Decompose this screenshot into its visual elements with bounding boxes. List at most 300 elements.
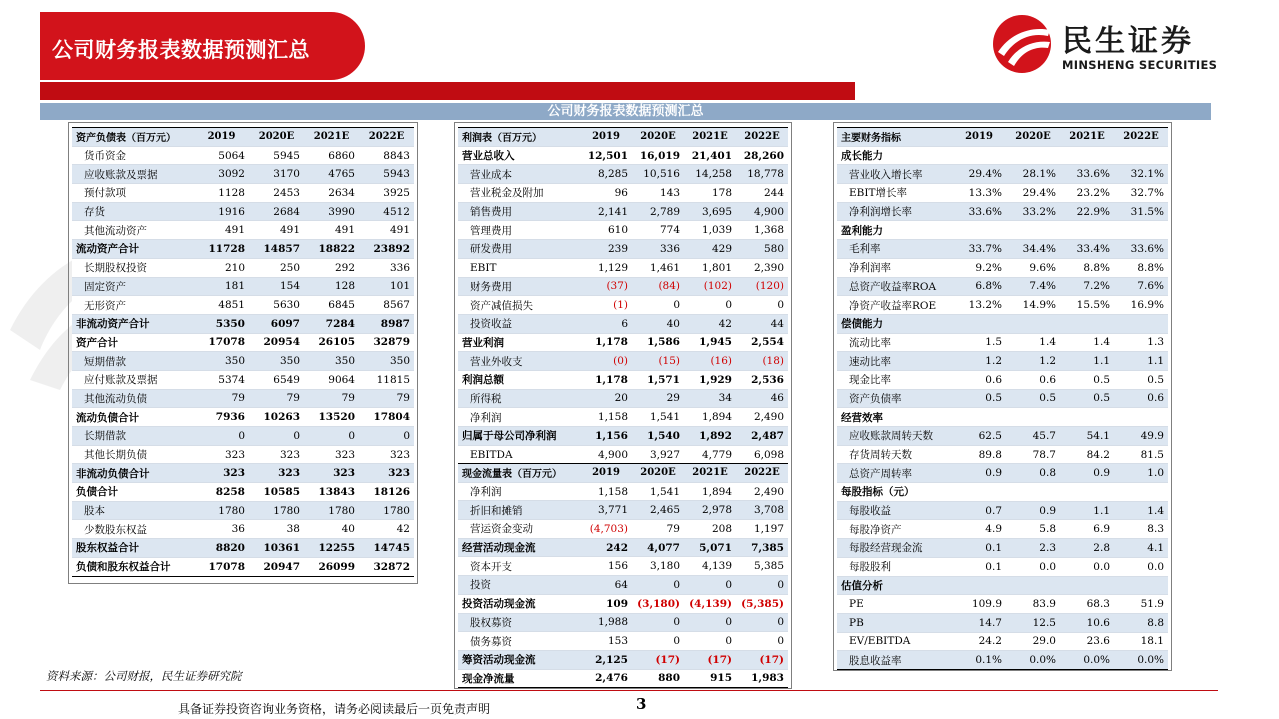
row-value: 0.1 bbox=[952, 557, 1006, 576]
row-value: 153 bbox=[580, 632, 632, 651]
company-logo bbox=[990, 12, 1230, 74]
row-label: 偿债能力 bbox=[837, 314, 952, 333]
row-value: (16) bbox=[684, 352, 736, 371]
row-value: 1,988 bbox=[580, 613, 632, 632]
row-value: 9.6% bbox=[1006, 258, 1060, 277]
row-value: (17) bbox=[632, 650, 684, 669]
row-value: 2,554 bbox=[736, 333, 788, 352]
row-value: 17078 bbox=[194, 333, 249, 352]
row-value bbox=[1060, 146, 1114, 165]
table-row bbox=[458, 240, 788, 259]
row-value: 2453 bbox=[249, 184, 304, 203]
table-row bbox=[72, 184, 414, 203]
row-value: 1780 bbox=[359, 501, 414, 520]
row-value bbox=[952, 483, 1006, 502]
row-value: 3170 bbox=[249, 165, 304, 184]
table-row bbox=[458, 669, 788, 688]
table-row bbox=[837, 483, 1168, 502]
row-value bbox=[1006, 146, 1060, 165]
row-value: 323 bbox=[194, 464, 249, 483]
row-value: 15.5% bbox=[1060, 296, 1114, 315]
year-header: 2020E bbox=[632, 464, 684, 483]
row-value: 1,945 bbox=[684, 333, 736, 352]
table-row bbox=[458, 482, 788, 501]
row-value: 1.4 bbox=[1006, 333, 1060, 352]
row-label: 营业收入增长率 bbox=[837, 165, 952, 184]
row-value bbox=[1006, 314, 1060, 333]
row-value: 79 bbox=[194, 389, 249, 408]
table-row bbox=[837, 277, 1168, 296]
row-value: 880 bbox=[632, 669, 684, 688]
row-value: 491 bbox=[249, 221, 304, 240]
row-value: 83.9 bbox=[1006, 595, 1060, 614]
table-row bbox=[72, 408, 414, 427]
row-value: 323 bbox=[249, 445, 304, 464]
row-value: 4,900 bbox=[580, 445, 632, 464]
row-label: 应收账款及票据 bbox=[72, 165, 194, 184]
table-row bbox=[837, 445, 1168, 464]
table-row bbox=[72, 483, 414, 502]
table-row bbox=[458, 501, 788, 520]
table-row bbox=[458, 184, 788, 203]
row-value bbox=[1060, 314, 1114, 333]
row-label: 应付账款及票据 bbox=[72, 370, 194, 389]
row-value: 6 bbox=[580, 314, 632, 333]
row-value bbox=[1006, 408, 1060, 427]
table-header-row bbox=[458, 464, 788, 483]
row-value: 8.8% bbox=[1060, 258, 1114, 277]
row-value: 109.9 bbox=[952, 595, 1006, 614]
row-value: 0 bbox=[632, 296, 684, 315]
row-value: 2.3 bbox=[1006, 539, 1060, 558]
section-title: 公司财务报表数据预测汇总 bbox=[40, 103, 1211, 120]
row-value: 32879 bbox=[359, 333, 414, 352]
row-value: 128 bbox=[304, 277, 359, 296]
row-value: 292 bbox=[304, 258, 359, 277]
year-header: 2022E bbox=[1114, 128, 1168, 147]
row-value: 0.9 bbox=[1060, 464, 1114, 483]
row-label: 股权募资 bbox=[458, 613, 580, 632]
row-value: 1,039 bbox=[684, 221, 736, 240]
row-value: 1,540 bbox=[632, 427, 684, 446]
row-value: 0 bbox=[684, 632, 736, 651]
row-value: 1,541 bbox=[632, 482, 684, 501]
year-header: 2022E bbox=[736, 128, 788, 147]
table-row bbox=[837, 240, 1168, 259]
row-value: 0 bbox=[736, 632, 788, 651]
table-row bbox=[72, 370, 414, 389]
row-value: 13843 bbox=[304, 483, 359, 502]
row-value: 2,125 bbox=[580, 650, 632, 669]
row-label: EBITDA bbox=[458, 445, 580, 464]
row-value: 14.7 bbox=[952, 613, 1006, 632]
row-value: 6,098 bbox=[736, 445, 788, 464]
table-row bbox=[72, 520, 414, 539]
table-row bbox=[72, 296, 414, 315]
row-value: 81.5 bbox=[1114, 445, 1168, 464]
row-value: 29.4% bbox=[952, 165, 1006, 184]
row-value: (84) bbox=[632, 277, 684, 296]
row-value: 13.2% bbox=[952, 296, 1006, 315]
row-value: 2,490 bbox=[736, 482, 788, 501]
row-value: 491 bbox=[359, 221, 414, 240]
row-value: 0 bbox=[249, 427, 304, 446]
year-header: 2022E bbox=[359, 128, 414, 147]
year-header: 2021E bbox=[684, 128, 736, 147]
table-row bbox=[837, 184, 1168, 203]
row-value: 6.9 bbox=[1060, 520, 1114, 539]
row-value: 350 bbox=[359, 352, 414, 371]
row-label: 净利润增长率 bbox=[837, 202, 952, 221]
row-label: 每股收益 bbox=[837, 501, 952, 520]
row-value: (15) bbox=[632, 352, 684, 371]
table-row bbox=[837, 427, 1168, 446]
row-label: 负债合计 bbox=[72, 483, 194, 502]
row-value: 8,285 bbox=[580, 165, 632, 184]
table-row bbox=[837, 595, 1168, 614]
row-value: 1,983 bbox=[736, 669, 788, 688]
row-value: 0.8 bbox=[1006, 464, 1060, 483]
row-value: 0 bbox=[736, 296, 788, 315]
row-value: 2,536 bbox=[736, 370, 788, 389]
row-label: 营业税金及附加 bbox=[458, 184, 580, 203]
row-value: 0.1% bbox=[952, 651, 1006, 670]
logo-text-en: MINSHENG SECURITIES bbox=[1062, 58, 1218, 72]
row-value: 1916 bbox=[194, 202, 249, 221]
financial-ratios-body bbox=[837, 128, 1168, 670]
row-value: (102) bbox=[684, 277, 736, 296]
row-value: 3,708 bbox=[736, 501, 788, 520]
row-value bbox=[1060, 576, 1114, 595]
row-value: 4,900 bbox=[736, 202, 788, 221]
row-label: 非流动负债合计 bbox=[72, 464, 194, 483]
row-value: 323 bbox=[304, 445, 359, 464]
row-value: 1,368 bbox=[736, 221, 788, 240]
table-row bbox=[458, 632, 788, 651]
row-value bbox=[1006, 576, 1060, 595]
income-statement-table bbox=[458, 127, 788, 464]
row-value: 17804 bbox=[359, 408, 414, 427]
row-value: 7284 bbox=[304, 314, 359, 333]
row-value: 5943 bbox=[359, 165, 414, 184]
row-value: 11728 bbox=[194, 240, 249, 259]
row-label: 速动比率 bbox=[837, 352, 952, 371]
row-value: 580 bbox=[736, 240, 788, 259]
row-value: 154 bbox=[249, 277, 304, 296]
row-value: 0 bbox=[359, 427, 414, 446]
year-header: 2021E bbox=[684, 464, 736, 483]
row-label: 现金净流量 bbox=[458, 669, 580, 688]
data-source-note: 资料来源：公司财报，民生证券研究院 bbox=[46, 669, 242, 683]
row-value: 10361 bbox=[249, 539, 304, 558]
row-label: 净利润 bbox=[458, 408, 580, 427]
row-value: 36 bbox=[194, 520, 249, 539]
row-value: 0.0 bbox=[1114, 557, 1168, 576]
row-value bbox=[1060, 483, 1114, 502]
row-value: 22.9% bbox=[1060, 202, 1114, 221]
row-label: 营业利润 bbox=[458, 333, 580, 352]
table-header-row bbox=[837, 128, 1168, 147]
row-value: 33.6% bbox=[1060, 165, 1114, 184]
row-label: 每股股利 bbox=[837, 557, 952, 576]
table-row bbox=[72, 202, 414, 221]
balance-sheet-table bbox=[72, 127, 414, 577]
row-value: 4,077 bbox=[632, 538, 684, 557]
row-label: 股东权益合计 bbox=[72, 539, 194, 558]
row-value: 10263 bbox=[249, 408, 304, 427]
table-row bbox=[72, 427, 414, 446]
row-value: 244 bbox=[736, 184, 788, 203]
row-value: 491 bbox=[304, 221, 359, 240]
table-row bbox=[837, 146, 1168, 165]
row-value: 0.0 bbox=[1060, 557, 1114, 576]
row-value: 0.5 bbox=[1006, 389, 1060, 408]
row-value bbox=[1114, 314, 1168, 333]
row-label: 销售费用 bbox=[458, 202, 580, 221]
table-row bbox=[458, 445, 788, 464]
row-value: (3,180) bbox=[632, 594, 684, 613]
year-header: 2022E bbox=[736, 464, 788, 483]
row-value: 8.8% bbox=[1114, 258, 1168, 277]
table-row bbox=[72, 221, 414, 240]
row-label: 资本开支 bbox=[458, 557, 580, 576]
row-label: 投资 bbox=[458, 576, 580, 595]
row-value: 23.6 bbox=[1060, 632, 1114, 651]
row-value: 1,929 bbox=[684, 370, 736, 389]
row-value: 10,516 bbox=[632, 165, 684, 184]
row-value: 7.6% bbox=[1114, 277, 1168, 296]
row-value: 45.7 bbox=[1006, 427, 1060, 446]
row-label: 无形资产 bbox=[72, 296, 194, 315]
row-value: 0.9 bbox=[1006, 501, 1060, 520]
table-title: 利润表（百万元） bbox=[458, 128, 580, 147]
row-value: 1,178 bbox=[580, 333, 632, 352]
row-value: 3990 bbox=[304, 202, 359, 221]
row-value: 336 bbox=[359, 258, 414, 277]
row-value: 33.4% bbox=[1060, 240, 1114, 259]
table-title: 现金流量表（百万元） bbox=[458, 464, 580, 483]
row-value: (18) bbox=[736, 352, 788, 371]
row-value: 323 bbox=[194, 445, 249, 464]
row-label: 其他长期负债 bbox=[72, 445, 194, 464]
row-label: 财务费用 bbox=[458, 277, 580, 296]
row-value: 350 bbox=[304, 352, 359, 371]
row-value: (1) bbox=[580, 296, 632, 315]
row-label: EV/EBITDA bbox=[837, 632, 952, 651]
row-value: 5,071 bbox=[684, 538, 736, 557]
row-value: 3,771 bbox=[580, 501, 632, 520]
row-value: (17) bbox=[684, 650, 736, 669]
row-label: 资产负债率 bbox=[837, 389, 952, 408]
row-value: 79 bbox=[632, 520, 684, 539]
row-value: 68.3 bbox=[1060, 595, 1114, 614]
logo-text-cn: 民生证券 bbox=[1062, 24, 1194, 59]
row-value: 8.3 bbox=[1114, 520, 1168, 539]
table-row bbox=[458, 389, 788, 408]
table-row bbox=[837, 165, 1168, 184]
row-value: 17078 bbox=[194, 557, 249, 576]
row-value: 9064 bbox=[304, 370, 359, 389]
row-label: 净利润 bbox=[458, 482, 580, 501]
row-label: 筹资活动现金流 bbox=[458, 650, 580, 669]
row-value: 1.2 bbox=[1006, 352, 1060, 371]
table-row bbox=[837, 557, 1168, 576]
row-value: 18822 bbox=[304, 240, 359, 259]
table-row bbox=[72, 464, 414, 483]
row-value bbox=[952, 221, 1006, 240]
row-label: 投资收益 bbox=[458, 314, 580, 333]
row-label: 管理费用 bbox=[458, 221, 580, 240]
row-value: 0.6 bbox=[1114, 389, 1168, 408]
income-statement-body bbox=[458, 128, 788, 464]
row-value: 0 bbox=[736, 576, 788, 595]
row-value: 3092 bbox=[194, 165, 249, 184]
row-value: 16.9% bbox=[1114, 296, 1168, 315]
minsheng-logo-icon bbox=[990, 12, 1054, 76]
row-label: 流动负债合计 bbox=[72, 408, 194, 427]
row-value: 1,197 bbox=[736, 520, 788, 539]
row-value bbox=[1114, 408, 1168, 427]
row-value: 34 bbox=[684, 389, 736, 408]
row-label: 总资产周转率 bbox=[837, 464, 952, 483]
row-label: 存货 bbox=[72, 202, 194, 221]
cash-flow-table bbox=[458, 463, 788, 688]
row-label: 盈利能力 bbox=[837, 221, 952, 240]
row-value: (5,385) bbox=[736, 594, 788, 613]
row-value: (4,139) bbox=[684, 594, 736, 613]
table-row bbox=[458, 333, 788, 352]
row-value: 109 bbox=[580, 594, 632, 613]
row-label: 营业成本 bbox=[458, 165, 580, 184]
row-value: 33.2% bbox=[1006, 202, 1060, 221]
row-value: (37) bbox=[580, 277, 632, 296]
row-value: 0 bbox=[736, 613, 788, 632]
balance-sheet-body bbox=[72, 128, 414, 577]
row-value: 18.1 bbox=[1114, 632, 1168, 651]
row-value: 7.4% bbox=[1006, 277, 1060, 296]
row-value: 336 bbox=[632, 240, 684, 259]
row-value: 89.8 bbox=[952, 445, 1006, 464]
row-value: 7.2% bbox=[1060, 277, 1114, 296]
row-value: 44 bbox=[736, 314, 788, 333]
row-value: 9.2% bbox=[952, 258, 1006, 277]
row-value: (17) bbox=[736, 650, 788, 669]
row-value: 16,019 bbox=[632, 146, 684, 165]
table-row bbox=[837, 576, 1168, 595]
row-value: 5945 bbox=[249, 146, 304, 165]
row-value: 7936 bbox=[194, 408, 249, 427]
disclaimer-text: 具备证券投资咨询业务资格，请务必阅读最后一页免责声明 bbox=[178, 702, 491, 716]
row-value: 14,258 bbox=[684, 165, 736, 184]
row-value: 51.9 bbox=[1114, 595, 1168, 614]
row-value: 0.5 bbox=[1114, 370, 1168, 389]
row-value: 2,490 bbox=[736, 408, 788, 427]
row-value: 1,571 bbox=[632, 370, 684, 389]
row-value: 0.0 bbox=[1006, 557, 1060, 576]
financial-ratios-table bbox=[837, 127, 1168, 670]
row-value: 13.3% bbox=[952, 184, 1006, 203]
row-label: 营业外收支 bbox=[458, 352, 580, 371]
row-value: 23892 bbox=[359, 240, 414, 259]
row-label: 经营效率 bbox=[837, 408, 952, 427]
row-label: 股本 bbox=[72, 501, 194, 520]
table-row bbox=[458, 277, 788, 296]
row-value: 4.9 bbox=[952, 520, 1006, 539]
row-value: 23.2% bbox=[1060, 184, 1114, 203]
row-value: 0 bbox=[684, 576, 736, 595]
table-row bbox=[72, 146, 414, 165]
row-label: 总资产收益率ROA bbox=[837, 277, 952, 296]
table-row bbox=[72, 539, 414, 558]
table-row bbox=[72, 240, 414, 259]
row-value: (120) bbox=[736, 277, 788, 296]
table-row bbox=[72, 165, 414, 184]
table-row bbox=[72, 389, 414, 408]
row-value: 1,894 bbox=[684, 482, 736, 501]
row-value: 181 bbox=[194, 277, 249, 296]
row-label: 少数股东权益 bbox=[72, 520, 194, 539]
row-value: 33.6% bbox=[952, 202, 1006, 221]
row-value: 0.5 bbox=[1060, 389, 1114, 408]
row-value: 0 bbox=[632, 576, 684, 595]
row-value: 8258 bbox=[194, 483, 249, 502]
cash-flow-body bbox=[458, 464, 788, 688]
row-value: 26105 bbox=[304, 333, 359, 352]
row-value: 1.1 bbox=[1060, 501, 1114, 520]
row-value: 1.2 bbox=[952, 352, 1006, 371]
row-value: 40 bbox=[632, 314, 684, 333]
row-label: 估值分析 bbox=[837, 576, 952, 595]
row-value: 323 bbox=[249, 464, 304, 483]
table-row bbox=[837, 352, 1168, 371]
table-row bbox=[72, 277, 414, 296]
footer-divider bbox=[40, 690, 1218, 691]
table-row bbox=[72, 352, 414, 371]
row-value: 24.2 bbox=[952, 632, 1006, 651]
table-row bbox=[837, 221, 1168, 240]
row-value: 915 bbox=[684, 669, 736, 688]
row-value: 6845 bbox=[304, 296, 359, 315]
row-value: 12255 bbox=[304, 539, 359, 558]
row-value: 0.6 bbox=[1006, 370, 1060, 389]
row-value: 143 bbox=[632, 184, 684, 203]
row-value: 5,385 bbox=[736, 557, 788, 576]
row-label: 货币资金 bbox=[72, 146, 194, 165]
row-value: 18,778 bbox=[736, 165, 788, 184]
row-value: 78.7 bbox=[1006, 445, 1060, 464]
row-value: 0 bbox=[632, 632, 684, 651]
row-value: 242 bbox=[580, 538, 632, 557]
row-label: 研发费用 bbox=[458, 240, 580, 259]
row-value: 32.7% bbox=[1114, 184, 1168, 203]
row-value: 774 bbox=[632, 221, 684, 240]
year-header: 2019 bbox=[580, 128, 632, 147]
row-label: 归属于母公司净利润 bbox=[458, 427, 580, 446]
row-value: 0.6 bbox=[952, 370, 1006, 389]
row-value: 11815 bbox=[359, 370, 414, 389]
table-row bbox=[837, 464, 1168, 483]
table-row bbox=[837, 632, 1168, 651]
row-value: 2,487 bbox=[736, 427, 788, 446]
row-value: 40 bbox=[304, 520, 359, 539]
row-value: 14857 bbox=[249, 240, 304, 259]
row-value: 7,385 bbox=[736, 538, 788, 557]
row-value: 8843 bbox=[359, 146, 414, 165]
row-value: 26099 bbox=[304, 557, 359, 576]
row-value: 10585 bbox=[249, 483, 304, 502]
row-value: 79 bbox=[304, 389, 359, 408]
table-row bbox=[458, 202, 788, 221]
